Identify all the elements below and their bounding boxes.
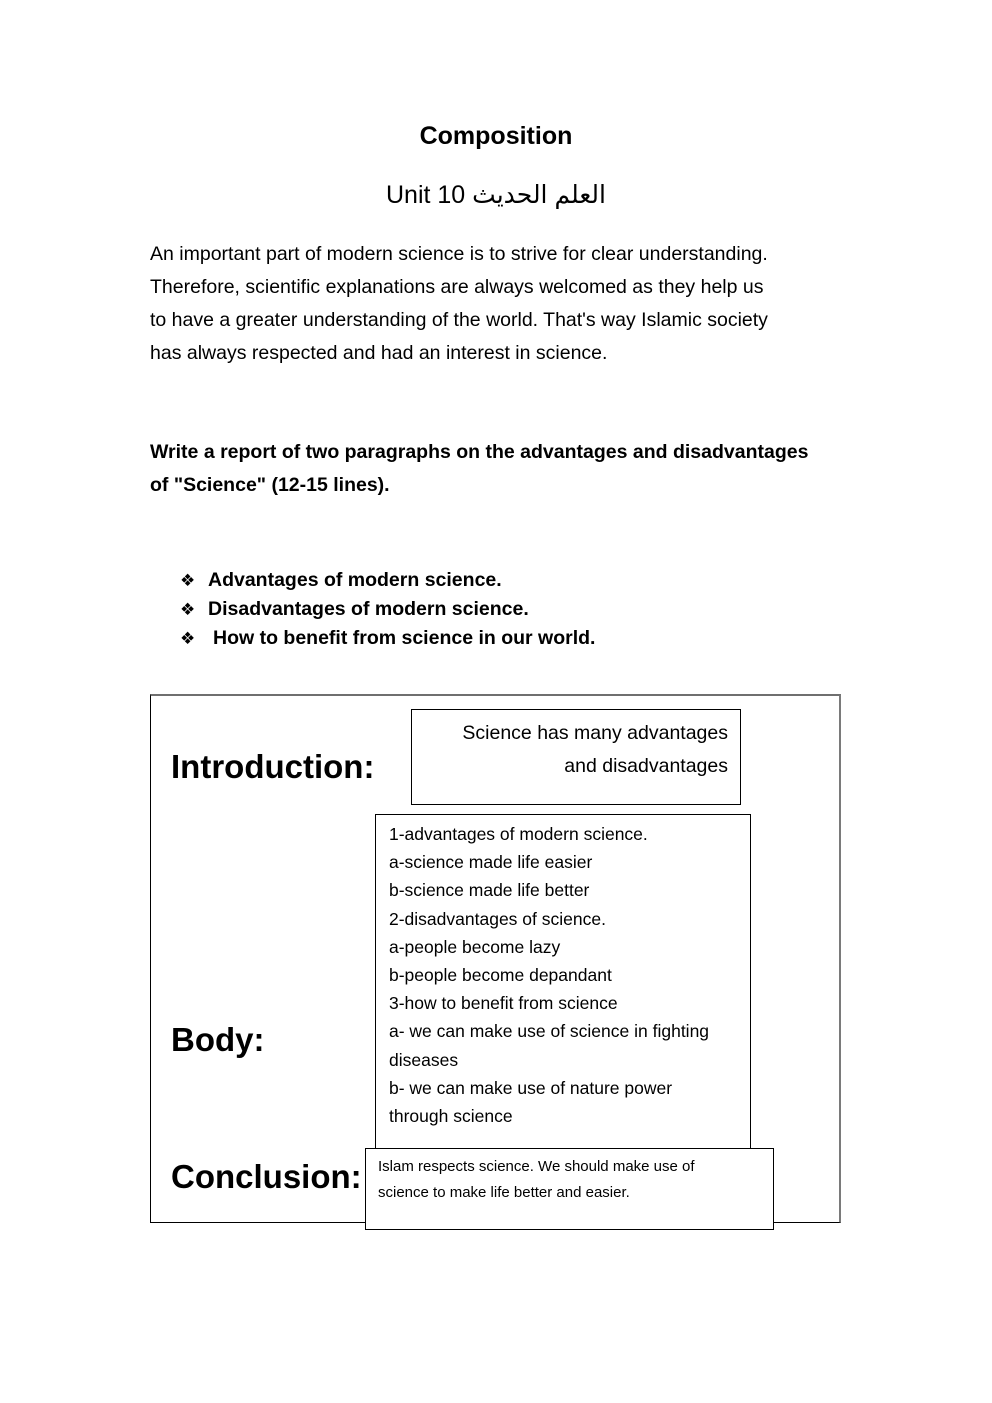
task-line: Write a report of two paragraphs on the advantages and disadvantages: [150, 441, 809, 463]
body-line: b- we can make use of nature power: [389, 1077, 673, 1098]
conclusion-line: Islam respects science. We should make use of: [378, 1158, 695, 1175]
conclusion-line: science to make life better and easier.: [378, 1184, 630, 1201]
introduction-box: [411, 709, 741, 805]
introduction-line: Science has many advantages: [462, 722, 728, 744]
conclusion-label: Conclusion:: [171, 1158, 362, 1195]
bullet-text: Disadvantages of modern science.: [208, 598, 529, 620]
introduction-line: and disadvantages: [564, 755, 728, 777]
bullet-text: How to benefit from science in our world.: [213, 627, 596, 649]
task-line: of "Science" (12-15 lines).: [150, 474, 390, 496]
body-label: Body:: [171, 1021, 265, 1058]
bullet-item: [180, 595, 595, 624]
bullet-text: Advantages of modern science.: [208, 569, 502, 591]
intro-line: Therefore, scientific explanations are always welcomed as they help us: [150, 276, 764, 298]
body-line: diseases: [389, 1049, 459, 1070]
bullet-item: [180, 624, 595, 653]
diamond-cluster-bullet-icon: ❖: [180, 629, 196, 648]
body-line: a-people become lazy: [389, 936, 561, 957]
body-line: b-people become depandant: [389, 965, 612, 986]
intro-line: has always respected and had an interest in science.: [150, 342, 608, 364]
body-line: 3-how to benefit from science: [389, 993, 618, 1014]
body-line: a- we can make use of science in fighting: [389, 1021, 710, 1042]
body-line: 2-disadvantages of science.: [389, 908, 606, 929]
body-line: a-science made life easier: [389, 852, 593, 873]
intro-line: An important part of modern science is to strive for clear understanding.: [150, 243, 768, 265]
task-instruction: [150, 436, 870, 502]
topic-bullet-list: [180, 566, 595, 653]
unit-subtitle: Unit 10 العلم الحديث: [386, 181, 606, 209]
intro-line: to have a greater understanding of the world. That's way Islamic society: [150, 309, 768, 331]
body-line: b-science made life better: [389, 880, 590, 901]
body-line: 1-advantages of modern science.: [389, 824, 648, 844]
conclusion-box: [365, 1148, 774, 1230]
introduction-label: Introduction:: [171, 748, 375, 785]
body-line: through science: [389, 1106, 513, 1127]
bullet-item: [180, 566, 595, 595]
intro-paragraph: [150, 238, 850, 370]
diamond-cluster-bullet-icon: ❖: [180, 571, 196, 590]
diamond-cluster-bullet-icon: ❖: [180, 600, 196, 619]
body-box: [375, 814, 751, 1154]
page-title: Composition: [419, 122, 573, 150]
